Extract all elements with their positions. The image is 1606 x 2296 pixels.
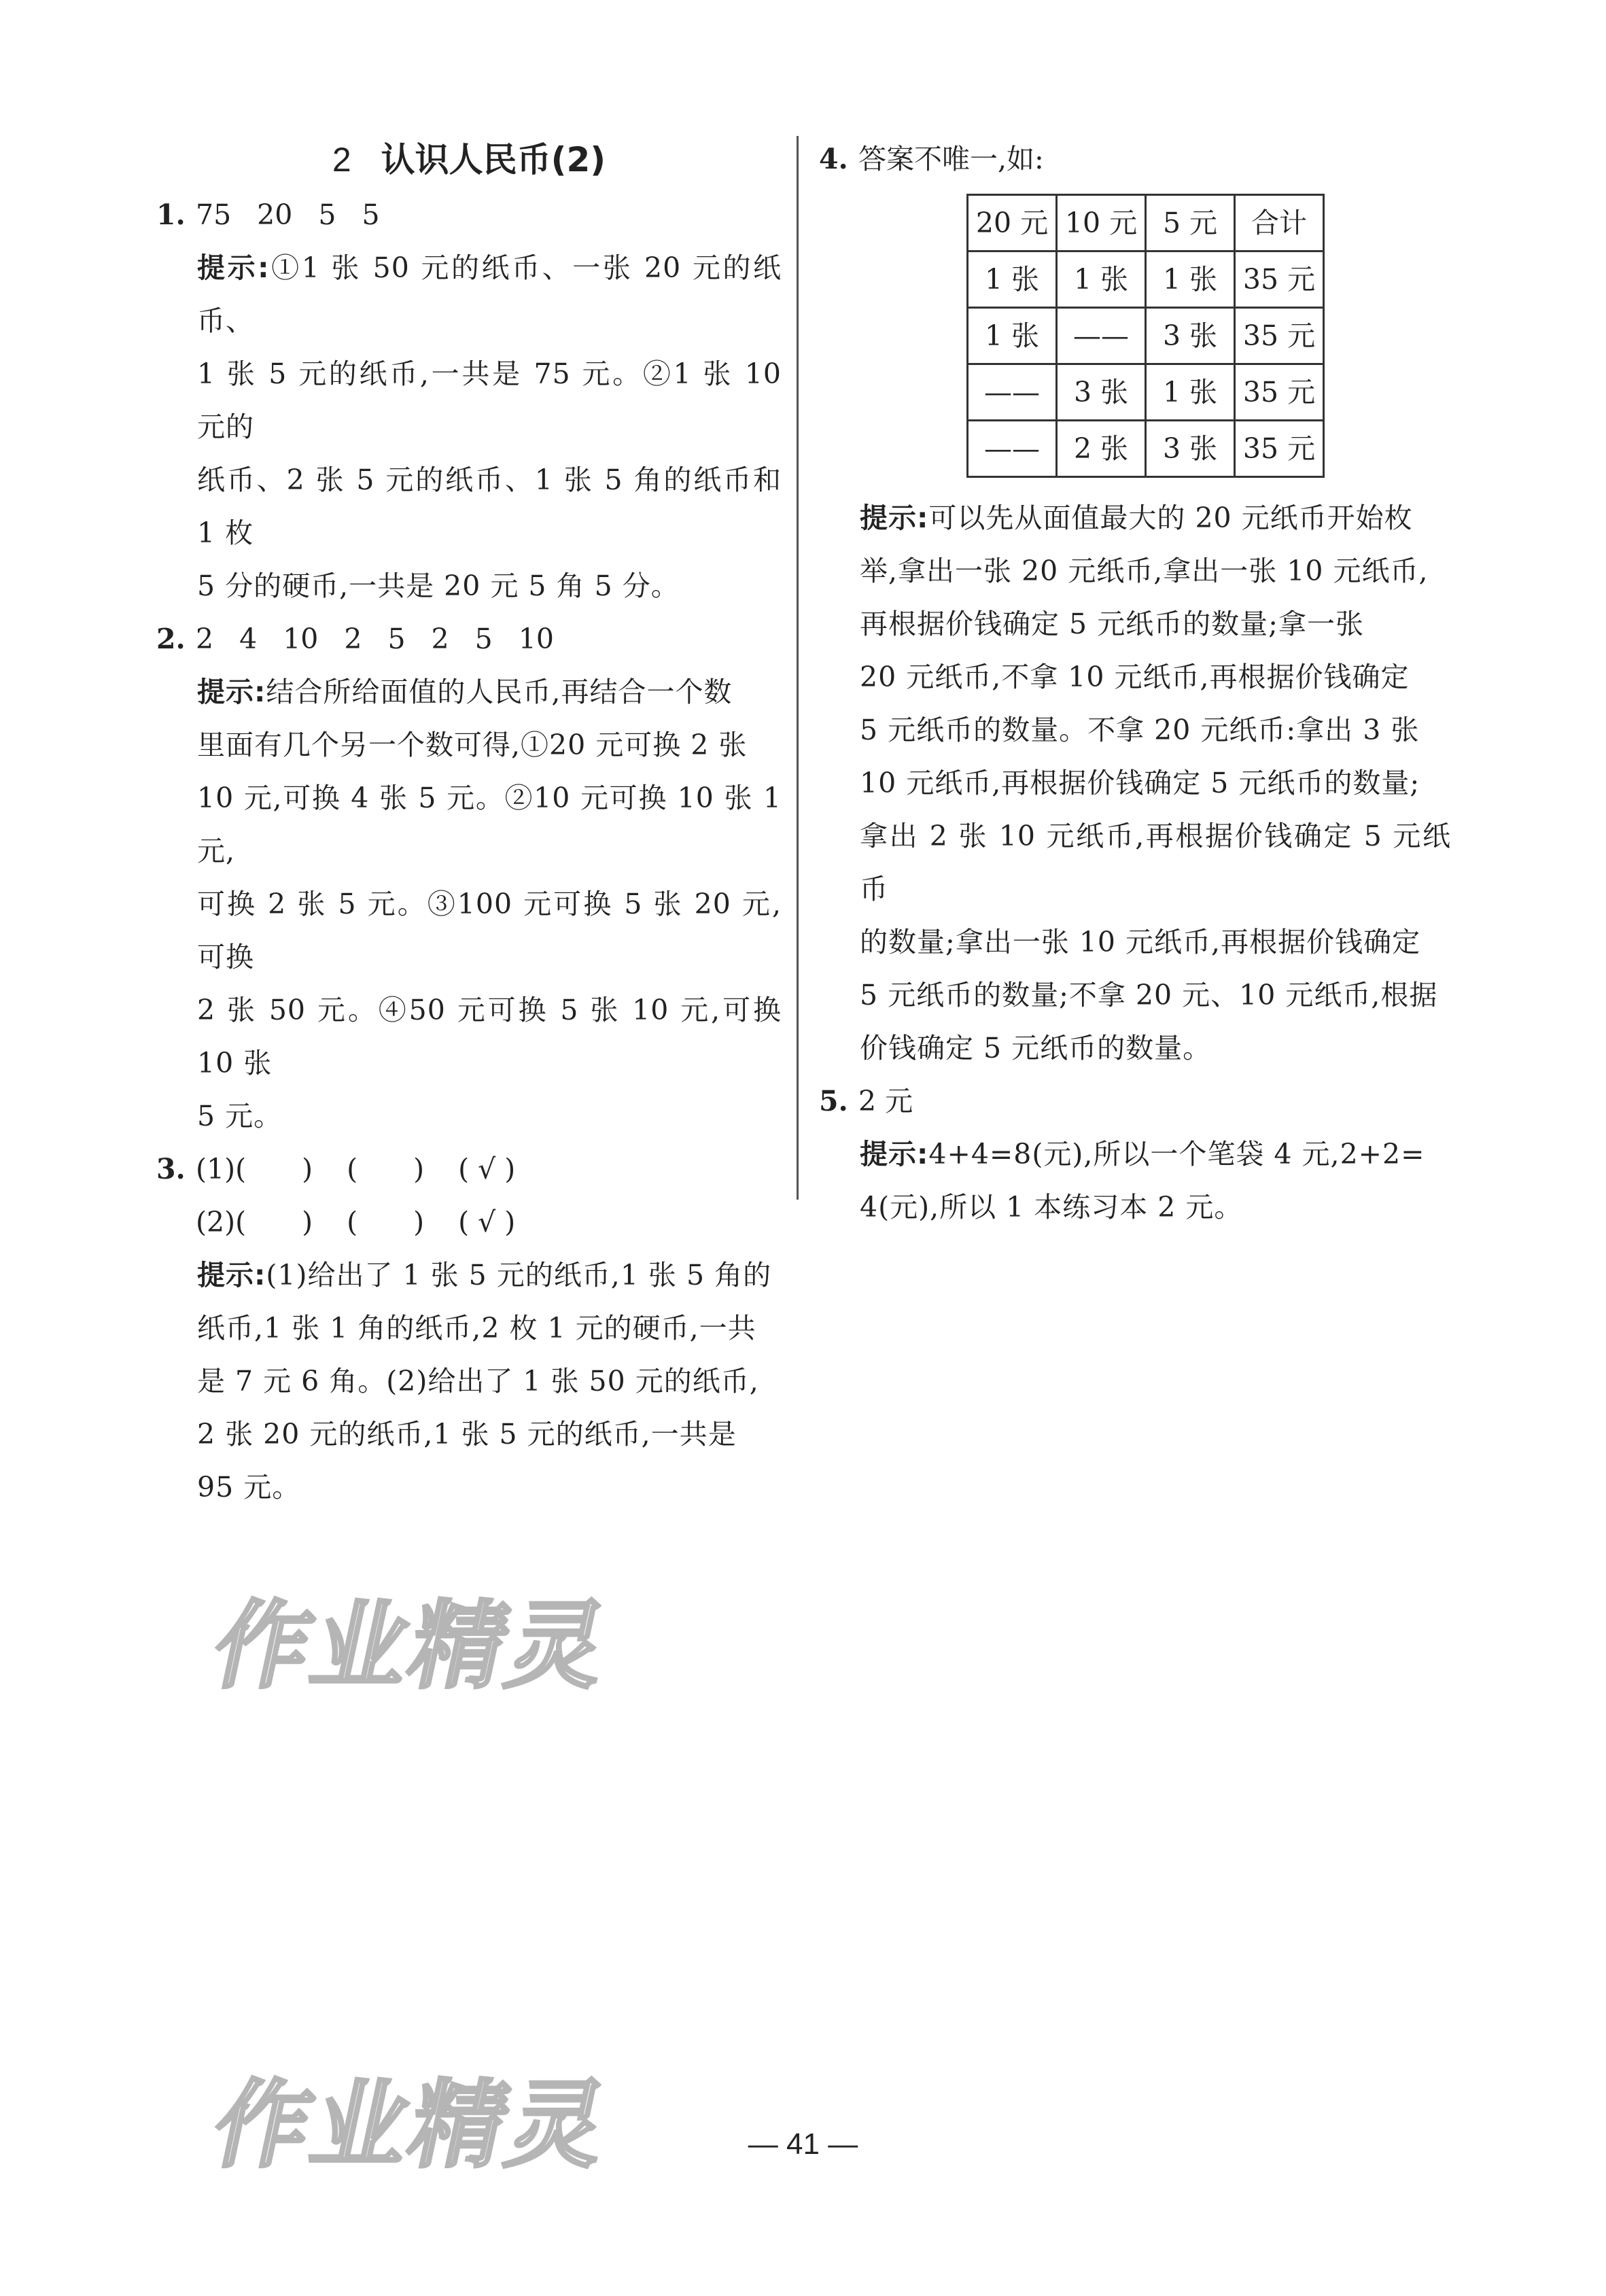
table-cell: 2 张 [1057,421,1146,477]
hint-3 [156,1249,782,1514]
section-number: 2 [332,141,351,179]
table-cell: —— [1057,308,1146,364]
table-row [968,251,1324,308]
hint-line: 4+4=8(元),所以一个笔袋 4 元,2+2= [928,1138,1425,1170]
hint-1 [156,241,782,612]
hint-label: 提示: [197,251,270,284]
hint-line: 5 元。 [197,1100,283,1132]
answer-line [196,188,782,241]
section-title [156,133,782,187]
table-cell: 35 元 [1235,251,1324,308]
question-4 [819,133,1451,186]
question-2 [156,612,782,665]
hint-line: 里面有几个另一个数可得,①20 元可换 2 张 [197,729,748,761]
table-cell: 1 张 [968,308,1057,364]
hint-line: 拿出 2 张 10 元纸币,再根据价钱确定 5 元纸币 [860,820,1451,905]
hint-line: 10 元,可换 4 张 5 元。②10 元可换 10 张 1 元, [197,782,782,867]
hint-line: 再根据价钱确定 5 元纸币的数量;拿一张 [860,608,1364,640]
paren-answer: ( √ ) [458,1153,516,1185]
table-cell: 35 元 [1235,364,1324,421]
answer-value: 5 [318,198,336,231]
hint-label: 提示: [197,676,266,708]
table-header-cell: 5 元 [1146,195,1235,251]
hint-line: 价钱确定 5 元纸币的数量。 [860,1032,1212,1064]
table-header-row [968,195,1324,251]
table-row [968,364,1324,421]
answer-value: 10 [518,623,554,655]
hint-line: (1)给出了 1 张 5 元的纸币,1 张 5 角的 [266,1259,772,1291]
answer-value: 20 [257,198,293,231]
question-1 [156,188,782,241]
table-row [968,421,1324,477]
paren-answer: (2)( ) [196,1206,313,1238]
table-cell: 3 张 [1146,308,1235,364]
answer-value: 2 [431,623,449,655]
paren-answer: ( √ ) [458,1206,516,1238]
answer-row-2 [196,1196,782,1249]
answer-value: 5 [362,198,380,231]
table-header-cell: 10 元 [1057,195,1146,251]
hint-label: 提示: [860,502,929,534]
answer-line [196,612,782,665]
hint-line: 是 7 元 6 角。(2)给出了 1 张 50 元的纸币, [197,1365,759,1397]
question-3 [156,1143,782,1249]
hint-line: 1 张 5 元的纸币,一共是 75 元。②1 张 10 元的 [197,358,782,443]
question-number: 1. [156,198,186,231]
table-cell: 35 元 [1235,421,1324,477]
hint-line: 结合所给面值的人民币,再结合一个数 [266,676,733,708]
hint-line: 20 元纸币,不拿 10 元纸币,再根据价钱确定 [860,661,1410,693]
question-number: 4. [819,143,848,175]
table-cell: 1 张 [1057,251,1146,308]
hint-label: 提示: [197,1259,266,1291]
question-5 [819,1075,1451,1128]
table-cell: 35 元 [1235,308,1324,364]
table-cell: 1 张 [968,251,1057,308]
right-column [819,133,1451,1234]
column-divider [797,136,799,1200]
answer-value: 10 [283,623,319,655]
table-header-cell: 合计 [1235,195,1324,251]
table-cell: 1 张 [1146,251,1235,308]
hint-line: 可换 2 张 5 元。③100 元可换 5 张 20 元,可换 [197,888,782,973]
hint-5 [819,1128,1451,1234]
answer-value: 5 [387,623,406,655]
answer-value: 2 [344,623,362,655]
watermark: 作业精灵 [204,2070,619,2181]
table-cell: —— [968,364,1057,421]
page-number: — 41 — [748,2127,858,2161]
hint-4 [819,491,1451,1075]
money-table [966,194,1325,478]
hint-line: 5 分的硬币,一共是 20 元 5 角 5 分。 [197,570,680,602]
hint-line: 4(元),所以 1 本练习本 2 元。 [860,1191,1243,1223]
section-title-text: 认识人民币(2) [381,140,606,179]
question-number: 5. [819,1085,848,1117]
hint-line: 纸币、2 张 5 元的纸币、1 张 5 角的纸币和 1 枚 [197,464,782,549]
hint-line: 5 元纸币的数量。不拿 20 元纸币:拿出 3 张 [860,714,1420,746]
table-row [968,308,1324,364]
answer-value: 5 [474,623,493,655]
table-cell: 3 张 [1057,364,1146,421]
hint-2 [156,665,782,1143]
hint-label: 提示: [860,1138,929,1170]
hint-line: 可以先从面值最大的 20 元纸币开始枚 [928,502,1413,534]
answer-value: 75 [196,198,232,231]
hint-line: 2 张 20 元的纸币,1 张 5 元的纸币,一共是 [197,1418,737,1450]
hint-line: 2 张 50 元。④50 元可换 5 张 10 元,可换 10 张 [197,994,782,1079]
hint-line: 5 元纸币的数量;不拿 20 元、10 元纸币,根据 [860,979,1438,1011]
table-cell: 1 张 [1146,364,1235,421]
question-number: 2. [156,623,186,655]
watermark: 作业精灵 [204,1591,619,1702]
question-intro: 答案不唯一,如: [858,143,1044,175]
table-header-cell: 20 元 [968,195,1057,251]
hint-line: 95 元。 [197,1471,301,1503]
table-cell: —— [968,421,1057,477]
answer-row-1 [196,1143,782,1196]
hint-line: 纸币,1 张 1 角的纸币,2 枚 1 元的硬币,一共 [197,1312,756,1344]
left-column [156,133,782,1514]
answer-value: 4 [239,623,258,655]
paren-answer: ( ) [347,1153,425,1185]
hint-line: 的数量;拿出一张 10 元纸币,再根据价钱确定 [860,926,1421,958]
answer-value: 2 [196,623,214,655]
hint-line: 10 元纸币,再根据价钱确定 5 元纸币的数量; [860,767,1420,799]
question-number: 3. [156,1153,186,1185]
paren-answer: (1)( ) [196,1153,313,1185]
answer-value: 2 元 [858,1085,913,1117]
hint-line: ①1 张 50 元的纸币、一张 20 元的纸币、 [197,251,782,337]
table-cell: 3 张 [1146,421,1235,477]
hint-line: 举,拿出一张 20 元纸币,拿出一张 10 元纸币, [860,555,1429,587]
paren-answer: ( ) [347,1206,425,1238]
